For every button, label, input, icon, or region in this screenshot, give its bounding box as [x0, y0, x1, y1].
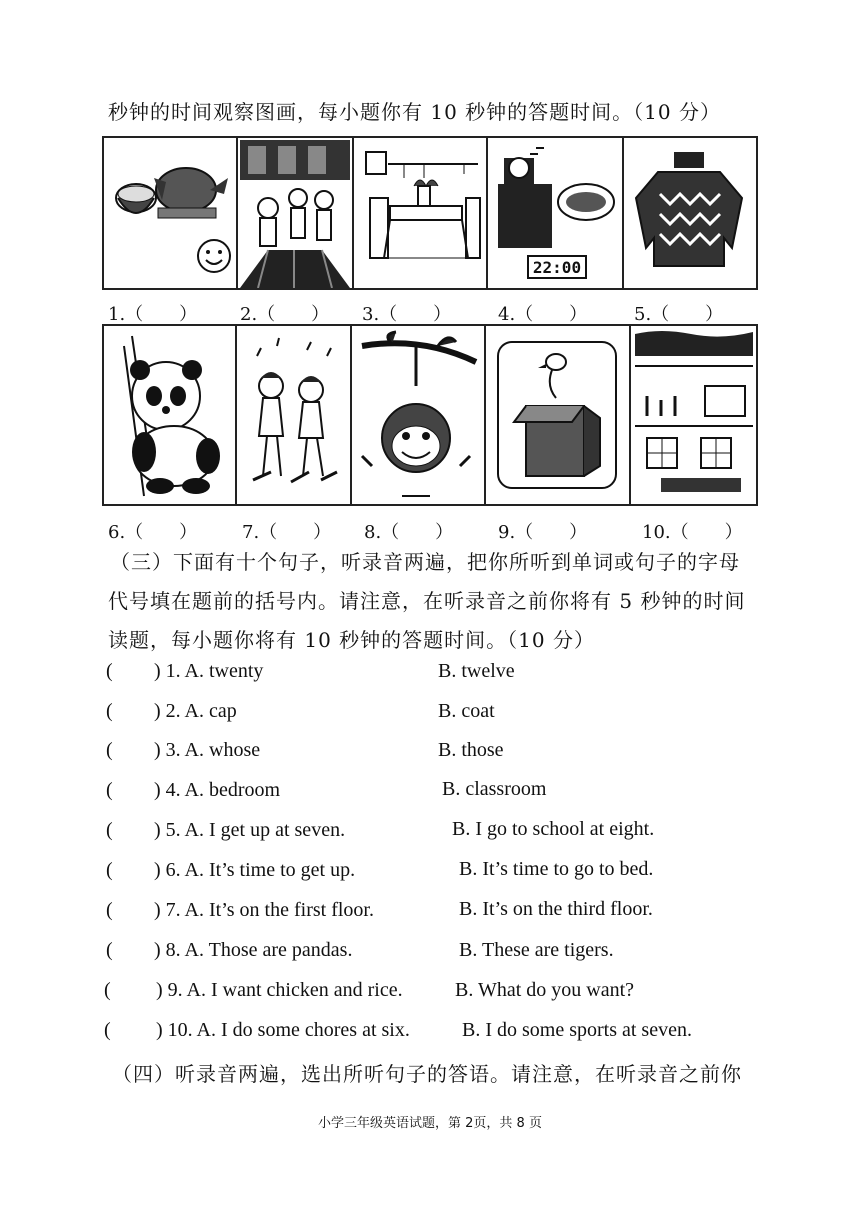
- section-3-line-2: 代号填在题前的括号内。请注意，在听录音之前你将有 5 秒钟的时间: [108, 589, 746, 613]
- question-10-bracket[interactable]: (: [104, 1019, 111, 1041]
- question-5-option-a: ) 5. A. I get up at seven.: [154, 819, 346, 841]
- picture-dancing-kids: [237, 326, 352, 504]
- question-6-option-b: B. It’s time to go to bed.: [459, 858, 654, 880]
- picture-building-floors: [631, 326, 756, 504]
- answer-blank-7[interactable]: 7.（ ）: [242, 522, 332, 543]
- question-4-option-b: B. classroom: [442, 778, 547, 800]
- answer-blank-3[interactable]: 3.（ ）: [362, 304, 452, 325]
- answer-blank-4[interactable]: 4.（ ）: [498, 304, 588, 325]
- picture-duck-in-box: [486, 326, 631, 504]
- question-3-option-b: B. those: [438, 739, 504, 761]
- section-3-line-1: （三）下面有十个句子，听录音两遍，把你所听到单词或句子的字母: [110, 550, 740, 574]
- question-5-bracket[interactable]: (: [106, 819, 113, 841]
- picture-monkey: [352, 326, 485, 504]
- intro-line: 秒钟的时间观察图画，每小题你有 10 秒钟的答题时间。（10 分）: [108, 100, 721, 124]
- question-6-option-a: ) 6. A. It’s time to get up.: [154, 859, 356, 881]
- question-1-option-b: B. twelve: [438, 660, 515, 682]
- question-10-option-b: B. I do some sports at seven.: [462, 1019, 692, 1041]
- answer-blank-8[interactable]: 8.（ ）: [364, 522, 454, 543]
- question-8-option-b: B. These are tigers.: [459, 939, 614, 961]
- answer-blank-5[interactable]: 5.（ ）: [634, 304, 724, 325]
- question-6-bracket[interactable]: (: [106, 859, 113, 881]
- answer-blank-1[interactable]: 1.（ ）: [108, 304, 198, 325]
- question-9-option-b: B. What do you want?: [455, 979, 635, 1001]
- question-1-bracket[interactable]: (: [106, 660, 113, 682]
- question-8-option-a: ) 8. A. Those are pandas.: [154, 939, 353, 961]
- answer-blank-10[interactable]: 10.（ ）: [642, 522, 743, 543]
- section-3-line-3: 读题，每小题你将有 10 秒钟的答题时间。（10 分）: [108, 628, 595, 652]
- picture-bedtime-clock: [488, 138, 624, 288]
- question-3-bracket[interactable]: (: [106, 739, 113, 761]
- page-footer: 小学三年级英语试题，第 2页，共 8 页: [318, 1116, 542, 1131]
- picture-row-2-labels: [102, 518, 754, 544]
- answer-blank-2[interactable]: 2.（ ）: [240, 304, 330, 325]
- question-4-option-a: ) 4. A. bedroom: [154, 779, 281, 801]
- picture-sweater: [624, 138, 754, 288]
- section-4-line: （四）听录音两遍，选出所听句子的答语。请注意，在听录音之前你: [112, 1062, 742, 1086]
- question-5-option-b: B. I go to school at eight.: [452, 818, 655, 840]
- question-7-option-b: B. It’s on the third floor.: [459, 898, 653, 920]
- picture-row-2: [102, 324, 758, 506]
- clock-time-text: 22:00: [532, 258, 582, 277]
- question-10-option-a: ) 10. A. I do some chores at six.: [156, 1019, 410, 1041]
- answer-blank-9[interactable]: 9.（ ）: [498, 522, 588, 543]
- answer-blank-6[interactable]: 6.（ ）: [108, 522, 198, 543]
- question-4-bracket[interactable]: (: [106, 779, 113, 801]
- question-1-option-a: ) 1. A. twenty: [154, 660, 264, 682]
- picture-school-gate: [238, 138, 354, 288]
- question-7-option-a: ) 7. A. It’s on the first floor.: [154, 899, 374, 921]
- picture-row-1: [102, 136, 758, 290]
- picture-chicken-rice: [104, 138, 238, 288]
- picture-dining-table: [354, 138, 488, 288]
- question-2-option-a: ) 2. A. cap: [154, 700, 237, 722]
- question-9-bracket[interactable]: (: [104, 979, 111, 1001]
- picture-panda: [104, 326, 237, 504]
- question-7-bracket[interactable]: (: [106, 899, 113, 921]
- question-9-option-a: ) 9. A. I want chicken and rice.: [156, 979, 403, 1001]
- question-8-bracket[interactable]: (: [106, 939, 113, 961]
- picture-row-1-labels: [102, 300, 754, 326]
- question-2-bracket[interactable]: (: [106, 700, 113, 722]
- question-2-option-b: B. coat: [438, 700, 495, 722]
- question-3-option-a: ) 3. A. whose: [154, 739, 261, 761]
